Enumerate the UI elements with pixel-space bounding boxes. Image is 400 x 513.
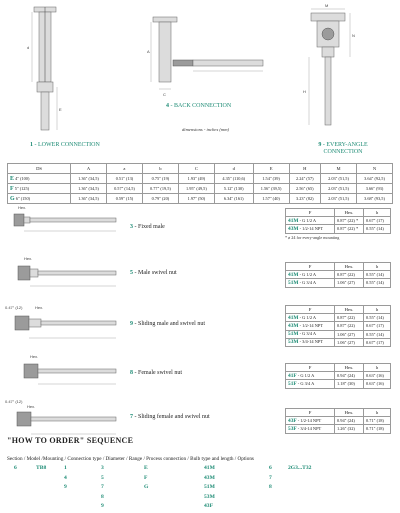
caption-back-num: 4 <box>166 103 169 109</box>
angle-label: 0.47" (12) <box>5 399 23 404</box>
th-hex: Hex. <box>335 263 364 271</box>
order-title: "HOW TO ORDER" SEQUENCE <box>7 436 134 445</box>
th-hex: Hex. <box>335 409 364 417</box>
dim-label-m: M <box>325 3 329 8</box>
hex-value: 0.87" (22) * <box>335 225 364 233</box>
order-value: 53M <box>204 493 215 500</box>
hex-value: 0.87" (22) <box>335 322 364 330</box>
thread-cell <box>286 314 335 322</box>
thread-size: - G 1/2 A <box>298 271 317 277</box>
table-cell: 1.54" (39) <box>253 174 289 184</box>
thread-code: 43M <box>288 322 299 329</box>
hex-value: 0.87" (22) <box>335 271 364 279</box>
table-cell: 5.12" (130) <box>214 184 253 194</box>
option-label: - Sliding female and swivel nut <box>134 414 210 420</box>
dims-code: F <box>10 185 14 192</box>
sliding-female-drawing <box>5 400 120 440</box>
male-swivel-nut-drawing <box>10 258 120 292</box>
hex-value: 1.06" (27) <box>335 330 364 338</box>
table-cell: 1.56" (39,5) <box>253 184 289 194</box>
order-value: 2G3...T32 <box>288 465 312 471</box>
hex-label: Hex. <box>18 205 27 210</box>
h-value: 0.67" (17) <box>364 217 391 225</box>
option-7-caption <box>130 414 210 420</box>
th-hex: Hex. <box>335 306 364 314</box>
thread-code: 51M <box>288 331 299 338</box>
thread-size: - 1/2-14 NPT <box>296 417 322 423</box>
table-row <box>286 314 391 322</box>
order-value: 6 <box>14 465 17 471</box>
dims-header-h: H <box>289 164 320 174</box>
order-value: 1 <box>64 465 67 471</box>
order-value: 3 <box>101 465 104 471</box>
hex-label: Hex. <box>24 256 33 261</box>
table-cell: 0.77" (19,5) <box>142 184 178 194</box>
order-value: G <box>144 484 149 490</box>
hex-value: 1.06" (27) <box>335 338 364 346</box>
order-col-mounting <box>64 465 94 494</box>
option-3-note: * ø 24 for every-angle mounting <box>285 235 340 240</box>
table-row <box>286 322 391 330</box>
caption-lower <box>30 142 100 148</box>
order-col-options <box>288 465 348 475</box>
th-h: h <box>364 364 391 372</box>
option-label: - Male swivel nut <box>134 270 177 276</box>
hex-value: 0.94" (24) <box>335 372 364 380</box>
table-cell: 3.64" (92,5) <box>357 174 393 184</box>
table-cell: 4.35" (110,6) <box>214 174 253 184</box>
table-row <box>286 217 391 225</box>
thread-code: 41M <box>288 314 299 321</box>
sliding-male-drawing <box>5 306 120 346</box>
fixed-male-drawing <box>10 206 120 236</box>
option-num: 3 <box>130 224 133 230</box>
dims-header-m: M <box>321 164 357 174</box>
table-cell: 1.97" (50) <box>178 194 214 204</box>
th-f: F <box>286 409 335 417</box>
table-row <box>286 209 391 217</box>
order-header: Section / Model /Mounting / Connection type / Diameter / Range / Process connection / Bulb type and length / Options <box>7 456 254 462</box>
dims-code: E <box>10 175 15 182</box>
table-cell: 3.66" (93) <box>357 184 393 194</box>
dims-header-a-small: a <box>106 164 142 174</box>
order-value: TB8 <box>36 465 47 471</box>
table-row <box>286 417 391 425</box>
table-cell: 0.57" (14,5) <box>106 184 142 194</box>
dims-ds: 6" (150) <box>15 195 31 201</box>
h-value: 0.71" (18) <box>364 425 391 433</box>
order-value: 51M <box>204 484 215 490</box>
table-cell: 2.24" (57) <box>289 174 320 184</box>
dim-label-d: d <box>27 45 30 50</box>
thread-cell <box>286 380 335 388</box>
hex-value: 0.94" (24) <box>335 417 364 425</box>
option-5-table <box>285 262 391 288</box>
option-8-caption <box>130 370 182 376</box>
table-cell: 0.59" (15) <box>106 194 142 204</box>
thread-cell <box>286 417 335 425</box>
thread-code: 51F <box>288 380 297 387</box>
dims-header-d: d <box>214 164 253 174</box>
table-cell: 2.03" (51,5) <box>321 174 357 184</box>
th-f: F <box>286 263 335 271</box>
thread-code: 53F <box>288 425 297 432</box>
thread-cell <box>286 338 335 346</box>
option-3-table <box>285 208 391 234</box>
order-col-model <box>36 465 66 475</box>
caption-every-num: 9 <box>318 142 322 148</box>
thread-size: - 1/2-14 NPT <box>298 322 323 328</box>
th-h: h <box>364 409 391 417</box>
dims-header-ds: DS <box>8 164 71 174</box>
h-value: 0.55" (14) <box>364 279 391 287</box>
thread-cell <box>286 217 335 225</box>
hex-value: 0.87" (22) <box>335 314 364 322</box>
h-value: 0.55" (14) <box>364 225 391 233</box>
table-row <box>286 380 391 388</box>
table-row <box>286 330 391 338</box>
lower-connection-drawing <box>27 5 90 135</box>
order-value: E <box>144 465 148 471</box>
thread-size: - G 1/2 A <box>296 372 315 378</box>
order-value: 43M <box>204 474 215 481</box>
dim-label-e: E <box>59 107 62 112</box>
dims-header-a: A <box>71 164 107 174</box>
option-5-caption <box>130 270 177 276</box>
table-cell: 0.79" (20) <box>142 194 178 204</box>
order-value: 5 <box>101 474 104 481</box>
table-row <box>8 194 393 204</box>
option-num: 9 <box>130 321 133 327</box>
hex-value: 1.18" (30) <box>335 380 364 388</box>
thread-code: 51M <box>288 279 299 286</box>
th-hex: Hex. <box>335 364 364 372</box>
h-value: 0.55" (14) <box>364 314 391 322</box>
option-label: - Female swivel nut <box>134 370 182 376</box>
thread-size: - G 3/4 A <box>298 331 317 337</box>
order-col-diameter <box>144 465 174 494</box>
dimensions-header-row <box>8 164 393 174</box>
option-label: - Sliding male and swivel nut <box>134 321 205 327</box>
th-f: F <box>286 209 335 217</box>
thread-size: - 3/4-14 NPT <box>296 425 322 431</box>
table-cell: 1.36" (34,5) <box>71 194 107 204</box>
order-value: 7 <box>269 474 272 481</box>
order-value: 41M <box>204 465 215 471</box>
h-value: 0.55" (14) <box>364 271 391 279</box>
option-num: 5 <box>130 270 133 276</box>
table-cell: 3.68" (93,5) <box>357 194 393 204</box>
table-row <box>8 184 393 194</box>
thread-size: - 3/4-14 NPT <box>298 339 323 345</box>
th-f: F <box>286 306 335 314</box>
female-swivel-nut-drawing <box>10 356 120 390</box>
order-value: 8 <box>101 493 104 500</box>
thread-size: - G 1/2 A <box>298 314 317 320</box>
dim-label-a: A <box>147 49 150 54</box>
dim-label-h: H <box>303 89 306 94</box>
order-value: 4 <box>64 474 67 481</box>
order-value: 8 <box>269 484 272 490</box>
caption-lower-text: - LOWER CONNECTION <box>34 142 100 148</box>
table-row <box>286 364 391 372</box>
angle-label: 0.47" (12) <box>5 305 23 310</box>
table-cell: 6.34" (161) <box>214 194 253 204</box>
h-value: 0.71" (18) <box>364 417 391 425</box>
table-row <box>286 306 391 314</box>
option-label: - Fixed male <box>134 224 165 230</box>
order-value: 6 <box>269 465 272 471</box>
h-value: 0.63" (16) <box>364 380 391 388</box>
dims-header-n: N <box>357 164 393 174</box>
h-value: 0.55" (14) <box>364 330 391 338</box>
dims-ds: 4" (100) <box>15 175 30 181</box>
dims-row-label <box>8 174 71 184</box>
table-row <box>286 338 391 346</box>
back-connection-drawing <box>145 5 275 110</box>
thread-size: - G 1/2 A <box>298 217 317 223</box>
order-value: 9 <box>64 484 67 490</box>
thread-cell <box>286 225 335 233</box>
order-value: 7 <box>101 484 104 490</box>
table-row <box>286 409 391 417</box>
thread-size: - G 3/4 A <box>298 279 317 285</box>
hex-value: 0.87" (22) * <box>335 217 364 225</box>
th-h: h <box>364 209 391 217</box>
option-9-table <box>285 305 391 347</box>
dims-ds: 5" (125) <box>14 185 30 191</box>
dims-row-label <box>8 194 71 204</box>
dims-header-e: E <box>253 164 289 174</box>
option-8-table <box>285 363 391 389</box>
caption-lower-num: 1 <box>30 142 33 148</box>
caption-every-text: - EVERY-ANGLE CONNECTION <box>322 142 368 155</box>
hex-label: Hex. <box>35 305 44 310</box>
dims-header-c: C <box>178 164 214 174</box>
hex-value: 1.06" (27) <box>335 279 364 287</box>
order-value: F <box>144 474 148 481</box>
option-7-table <box>285 408 391 434</box>
table-row <box>286 263 391 271</box>
thread-cell <box>286 322 335 330</box>
thread-size: - 1/2-14 NPT <box>298 225 323 231</box>
dimensions-table <box>7 163 393 204</box>
table-cell: 1.93" (49) <box>178 174 214 184</box>
th-hex: Hex. <box>335 209 364 217</box>
option-9-caption <box>130 321 205 327</box>
order-col-connection <box>101 465 131 513</box>
thread-code: 41M <box>288 217 299 224</box>
caption-back-text: - BACK CONNECTION <box>170 103 232 109</box>
thread-cell <box>286 330 335 338</box>
table-cell: 3.23" (82) <box>289 194 320 204</box>
table-row <box>286 425 391 433</box>
table-cell: 0.75" (19) <box>142 174 178 184</box>
thread-cell <box>286 271 335 279</box>
thread-cell <box>286 425 335 433</box>
caption-back <box>166 103 231 109</box>
thread-cell <box>286 372 335 380</box>
hex-label: Hex. <box>30 354 39 359</box>
thread-cell <box>286 279 335 287</box>
option-num: 7 <box>130 414 133 420</box>
order-value: 43F <box>204 503 214 509</box>
thread-size: - G 3/4 A <box>296 380 315 386</box>
h-value: 0.67" (17) <box>364 322 391 330</box>
order-value: 9 <box>101 503 104 509</box>
caption-every-angle <box>308 142 378 156</box>
hex-label: Hex. <box>27 404 36 409</box>
h-value: 0.63" (16) <box>364 372 391 380</box>
dim-label-c: C <box>163 92 166 97</box>
dims-row-label <box>8 184 71 194</box>
table-row <box>286 372 391 380</box>
h-value: 0.67" (17) <box>364 338 391 346</box>
thread-code: 41M <box>288 271 299 278</box>
table-cell: 2.03" (51,5) <box>321 184 357 194</box>
table-cell: 0.51" (13) <box>106 174 142 184</box>
table-row <box>286 279 391 287</box>
every-angle-drawing <box>305 5 385 130</box>
th-f: F <box>286 364 335 372</box>
table-cell: 1.95" (49,5) <box>178 184 214 194</box>
thread-code: 41F <box>288 372 297 379</box>
table-row <box>286 271 391 279</box>
th-h: h <box>364 263 391 271</box>
table-cell: 1.57" (40) <box>253 194 289 204</box>
dims-code: G <box>10 195 15 202</box>
option-num: 8 <box>130 370 133 376</box>
thread-code: 43F <box>288 417 297 424</box>
option-3-caption <box>130 224 165 230</box>
table-cell: 1.36" (34,5) <box>71 174 107 184</box>
table-cell: 1.36" (34,5) <box>71 184 107 194</box>
thread-code: 53M <box>288 339 299 346</box>
table-cell: 2.03" (51,5) <box>321 194 357 204</box>
hex-value: 1.26" (32) <box>335 425 364 433</box>
dims-header-b: b <box>142 164 178 174</box>
thread-code: 43M <box>288 225 299 232</box>
dimensions-note: dimensions - inches (mm) <box>182 127 230 132</box>
table-cell: 2.56" (65) <box>289 184 320 194</box>
order-col-process <box>204 465 234 513</box>
th-h: h <box>364 306 391 314</box>
table-row <box>286 225 391 233</box>
dim-label-n: N <box>352 33 355 38</box>
table-row <box>8 174 393 184</box>
